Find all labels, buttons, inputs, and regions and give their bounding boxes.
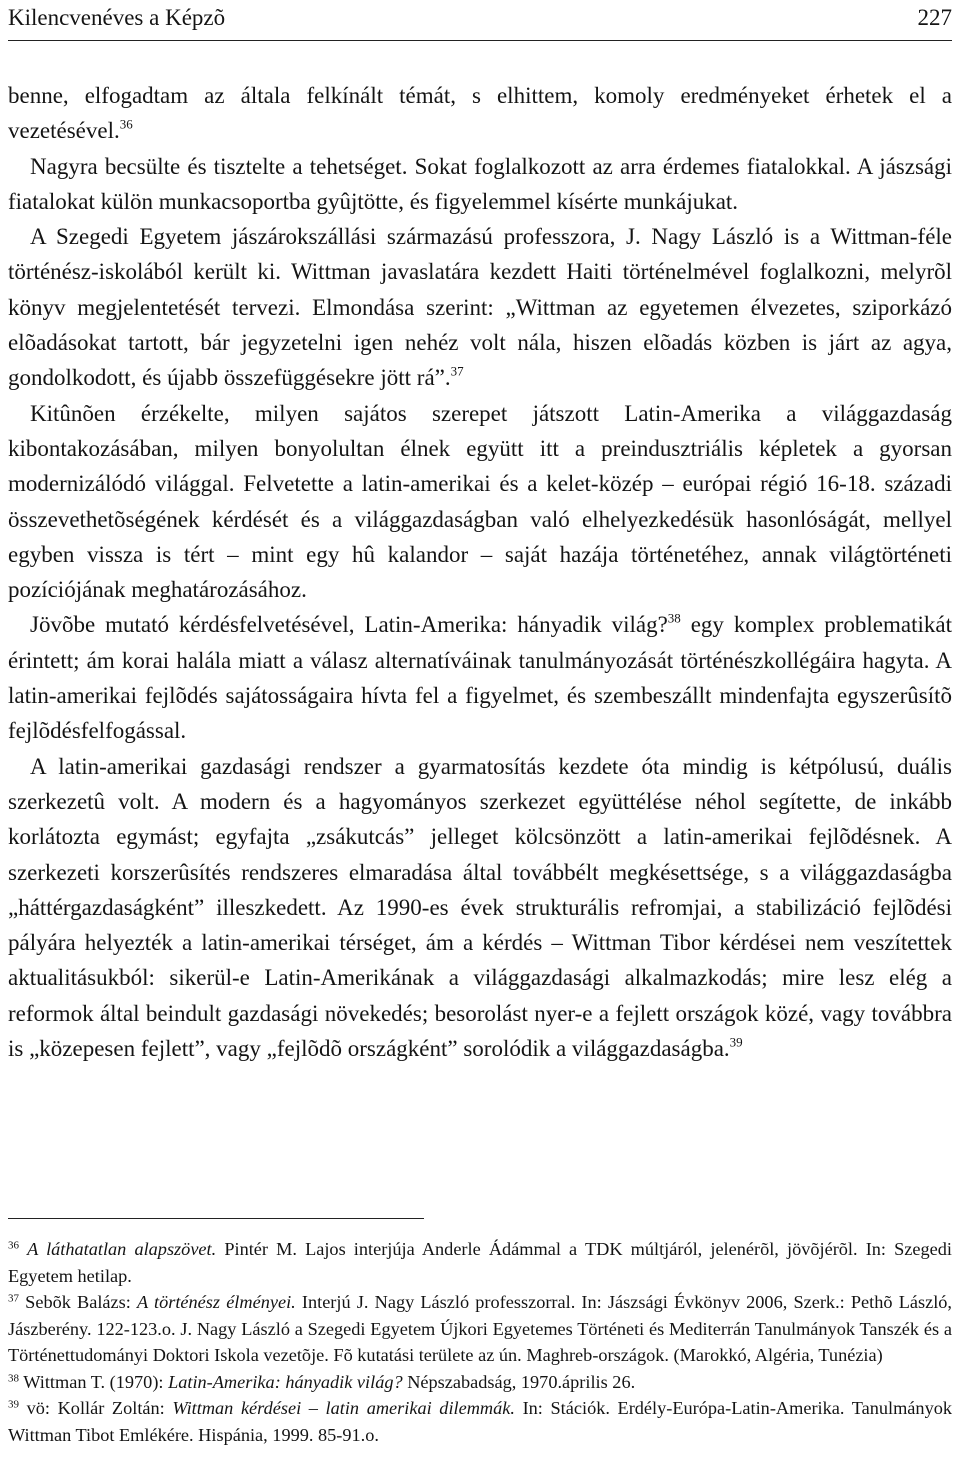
paragraph-5-before: Jövõbe mutató kérdésfelvetésével, Latin-Amerika: hányadik világ? — [30, 612, 668, 638]
footnote-text: Pintér M. Lajos interjúja Anderle Ádámmal a TDK múltjáról, jelenérõl, jövõjérõl. In: Szegedi Egyetem hetilap. — [8, 1239, 952, 1286]
footnote-number: 39 — [8, 1398, 19, 1411]
footnote-ref-38[interactable]: 38 — [667, 610, 681, 626]
footnote-author: vö: Kollár Zoltán: — [19, 1398, 173, 1418]
paragraph-3 — [8, 219, 952, 395]
footnote-text: In: Stációk. Erdély-Európa-Latin-Amerika. Tanulmányok Wittman Tibot Emlékére. Hispánia, 1999. 85-91.o. — [8, 1398, 952, 1445]
paragraph-5-after: egy komplex problematikát érintett; ám korai halála miatt a válasz alternatíváinak tanulmányozását történészkollégáira hagyta. A latin-amerikai fejlõdés sajátosságaira hívta fel a figyelmet, és szembeszállt mindenfajta egyszerûsítõ fejlõdésfelfogással. — [8, 612, 952, 744]
running-header — [8, 0, 952, 41]
paragraph-1 — [8, 78, 952, 149]
footnote-text: Interjú J. Nagy László professzorral. In: Jászsági Évkönyv 2006, Szerk.: Pethõ László, Jászberény. 122-123.o. J. Nagy László a Szegedi Egyetem Újkori Egyetemes Történeti és Mediterrán Tanulmányok Tanszék és a Történettudományi Doktori Iskola vezetõje. Fõ kutatási területe az ún. Maghreb-országok. (Marokkó, Algéria, Tunézia) — [8, 1292, 952, 1365]
footnote-author: Sebõk Balázs: — [19, 1292, 138, 1312]
footnote-separator — [8, 1218, 424, 1219]
footnote-38 — [8, 1369, 952, 1396]
footnote-37 — [8, 1289, 952, 1369]
main-text — [8, 78, 952, 1066]
footnote-number: 36 — [8, 1239, 19, 1252]
paragraph-6-text: A latin-amerikai gazdasági rendszer a gyarmatosítás kezdete óta mindig is kétpólusú, duális szerkezetû volt. A modern és a hagyományos szerkezet együttélése néhol segítette, de inkább korlátozta egymást; egyfajta „zsákutcás” jelleget kölcsönzött a latin-amerikai fejlõdésnek. A szerkezeti korszerûsítés rendszeres elmaradása által továbbélt megkésettsége, s a világgazdaságba „háttérgazdaságként” illeszkedett. Az 1990-es évek strukturális refromjai, a stabilizáció fejlõdési pályára helyezték a latin-amerikai térséget, ám a kérdés – Wittman Tibor kérdései nem veszítettek aktualitásukból: sikerül-e Latin-Amerikának a világgazdasági alkalmazkodás; mire lesz elég a reformok által beindult gazdasági növekedés; besorolást nyer-e a fejlett országok közé, vagy továbbra is „közepesen fejlett”, vagy „fejlõdõ országként” sorolódik a világgazdaságba. — [8, 753, 952, 1062]
footnote-number: 37 — [8, 1292, 19, 1305]
paragraph-4: Kitûnõen érzékelte, milyen sajátos szerepet játszott Latin-Amerika a világgazdaság kibontakozásában, milyen bonyolultan élnek együtt itt a preindusztriális képletek a gyorsan modernizálódó világgal. Felvetette a latin-amerikai és a kelet-közép – európai régió 16-18. századi összevethetõségének kérdését és a világgazdaságban való elhelyezkedésük hasonlóságát, mellyel egyben vissza is tért – mint egy hû kalandor – saját hazája történetéhez, annak világtörténeti pozíciójának meghatározásához. — [8, 400, 952, 603]
footnote-author: Wittman T. (1970): — [19, 1371, 169, 1392]
footnote-title: A történész élményei. — [137, 1292, 296, 1312]
footnote-text: Népszabadság, 1970.április 26. — [402, 1371, 636, 1392]
footnote-title: Latin-Amerika: hányadik világ? — [168, 1371, 403, 1392]
paragraph-5 — [8, 607, 952, 748]
paragraph-3-text: A Szegedi Egyetem jászárokszállási származású professzora, J. Nagy László is a Wittman-féle történész-iskolából került ki. Wittman javaslatára kezdett Haiti történelmével foglalkozni, melyrõl könyv megjelentetését tervezi. Elmondása szerint: „Wittman az egyetemen élvezetes, sziporkázó elõadásokat tartott, bár jegyzetelni igen nehéz volt nála, hiszen elõadás közben is járt az agya, gondolkodott, és újabb összefüggésekre jött rá”. — [8, 224, 952, 391]
running-title: Kilencvenéves a Képzõ — [8, 5, 226, 30]
footnote-ref-36[interactable]: 36 — [119, 116, 133, 132]
paragraph-1-text: benne, elfogadtam az általa felkínált témát, s elhittem, komoly eredményeket érhetek el a vezetésével. — [8, 83, 952, 144]
footnote-ref-37[interactable]: 37 — [450, 363, 464, 379]
footnote-title: Wittman kérdései – latin amerikai dilemmák. — [172, 1398, 515, 1418]
paragraph-6 — [8, 749, 952, 1067]
footnote-ref-39[interactable]: 39 — [729, 1034, 743, 1050]
paragraph-2: Nagyra becsülte és tisztelte a tehetséget. Sokat foglalkozott az arra érdemes fiatalokkal. A jászsági fiatalokat külön munkacsoportba gyûjtötte, és figyelemmel kísérte munkájukat. — [8, 153, 952, 214]
footnote-title: A láthatatlan alapszövet. — [27, 1239, 217, 1259]
footnote-39 — [8, 1395, 952, 1448]
footnote-36 — [8, 1236, 952, 1289]
footnote-number: 38 — [8, 1371, 19, 1384]
page-number: 227 — [917, 5, 952, 30]
footnotes — [8, 1236, 952, 1448]
